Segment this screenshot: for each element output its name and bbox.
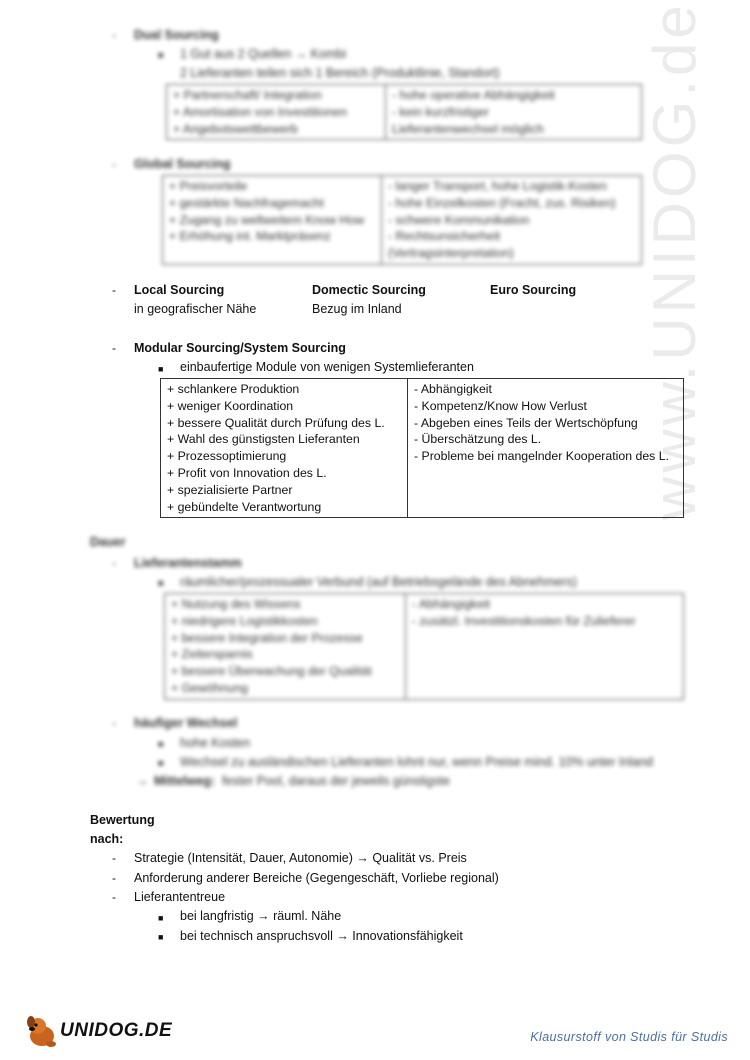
dauer-heading: Dauer <box>90 535 126 549</box>
euro-sourcing-title: Euro Sourcing <box>490 283 577 297</box>
bewertung-item: Lieferantentreue <box>134 890 226 904</box>
dash-marker: - <box>112 890 116 904</box>
modular-bullet-text: einbaufertige Module von wenigen Systemlieferanten <box>180 360 474 374</box>
con-item: - zusätzl. Investitionskosten für Zulieferer <box>412 613 636 628</box>
pro-item: + Profit von Innovation des L. <box>167 465 327 480</box>
con-item: - schwere Kommunikation <box>388 212 530 227</box>
con-item: (Vertragsinterpretation) <box>388 246 514 261</box>
pro-item: + schlankere Produktion <box>167 382 300 396</box>
modular-cons-cell <box>408 379 684 518</box>
bewertung-item: Strategie (Intensität, Dauer, Autonomie) → Qualität vs. Preis <box>134 851 467 865</box>
haeufiger-wechsel-title: häufiger Wechsel <box>134 716 238 730</box>
pro-item: + Prozessoptimierung <box>167 449 287 464</box>
pro-item: + gestärkte Nachfragemacht <box>169 195 324 210</box>
dash-marker: - <box>112 28 116 42</box>
dash-marker: - <box>112 716 116 730</box>
pro-item: + niedrigere Logistikkosten <box>171 613 318 628</box>
dash-marker: - <box>112 851 116 865</box>
mittelweg-label: Mittelweg: <box>154 774 216 788</box>
bullet-marker: ■ <box>158 739 164 749</box>
lieferantenstamm-title: Lieferantenstamm <box>134 556 242 570</box>
dual-sourcing-title: Dual Sourcing <box>134 28 219 42</box>
con-item: - Abhängigkeit <box>412 597 490 611</box>
bullet-marker: ■ <box>158 50 164 60</box>
con-item: - Rechtsunsicherheit <box>388 229 501 244</box>
dash-marker: - <box>112 283 116 297</box>
pro-item: + Zeitersparnis <box>171 647 253 662</box>
global-sourcing-table <box>162 175 642 265</box>
con-item: - hohe operative Abhängigkeit <box>392 88 555 102</box>
bullet-marker: ■ <box>158 758 164 768</box>
logo-text: UNIDOG.DE <box>60 1020 173 1041</box>
dual-cons-cell <box>386 85 642 140</box>
stamm-pros-cell <box>165 594 406 700</box>
arrow-marker: → <box>136 774 149 788</box>
pro-item: + Wahl des günstigsten Lieferanten <box>167 432 360 447</box>
pro-item: + Gewöhnung <box>171 680 248 695</box>
con-item: - langer Transport, hohe Logistik-Kosten <box>388 179 607 193</box>
con-item: - kein kurzfristiger <box>392 104 490 119</box>
unidog-logo <box>24 1014 173 1050</box>
bewertung-item: Anforderung anderer Bereiche (Gegengeschäft, Vorliebe regional) <box>134 871 499 885</box>
dual-line-2: 2 Lieferanten teilen sich 1 Bereich (Produktlinie, Standort) <box>180 66 500 80</box>
dash-marker: - <box>112 871 116 885</box>
pro-item: + weniger Koordination <box>167 398 294 413</box>
global-sourcing-title: Global Sourcing <box>134 157 231 171</box>
pro-item: + bessere Integration der Prozesse <box>171 630 363 645</box>
dog-icon <box>24 1014 64 1050</box>
dash-marker: - <box>112 341 116 355</box>
wechsel-bullet: Wechsel zu ausländischen Lieferanten lohnt nur, wenn Preise mind. 10% unter Inland <box>180 755 653 769</box>
domestic-sourcing-title: Domectic Sourcing <box>312 283 426 297</box>
wechsel-bullet: hohe Kosten <box>180 736 251 750</box>
pro-item: + Amortisation von Investitionen <box>173 104 347 119</box>
bewertung-subitem: bei technisch anspruchsvoll → Innovationsfähigkeit <box>180 929 463 943</box>
global-cons-cell <box>382 176 642 265</box>
con-item: - hohe Einzelkosten (Fracht, zus. Risiken) <box>388 195 616 210</box>
dash-marker: - <box>112 157 116 171</box>
dual-sourcing-table <box>166 84 642 140</box>
dual-line-1: 1 Gut aus 2 Quellen → Kombi <box>180 47 347 61</box>
local-sourcing-desc: in geografischer Nähe <box>134 302 257 316</box>
pro-item: + bessere Qualität durch Prüfung des L. <box>167 415 385 430</box>
bewertung-title: Bewertung <box>90 813 155 827</box>
pro-item: + Preisvorteile <box>169 179 248 193</box>
footer-slogan: Klausurstoff von Studis für Studis <box>530 1030 728 1044</box>
stamm-cons-cell <box>406 594 684 700</box>
domestic-sourcing-desc: Bezug im Inland <box>312 302 402 316</box>
pro-item: + Erhöhung int. Marktpräsenz <box>169 229 331 244</box>
lieferantenstamm-table <box>164 593 684 700</box>
pro-item: + Partnerschaft/ Integration <box>173 88 322 102</box>
watermark: www.UNIDOG.de <box>641 1 708 520</box>
bullet-marker: ■ <box>158 578 164 588</box>
global-pros-cell <box>163 176 382 265</box>
dash-marker: - <box>112 556 116 570</box>
pro-item: + bessere Überwachung der Qualität <box>171 664 372 679</box>
bewertung-nach: nach: <box>90 832 124 846</box>
local-sourcing-title: Local Sourcing <box>134 283 225 297</box>
con-item: - Überschätzung des L. <box>414 432 542 447</box>
con-item: - Kompetenz/Know How Verlust <box>414 398 587 413</box>
con-item: - Probleme bei mangelnder Kooperation des L. <box>414 449 669 464</box>
con-item: - Abhängigkeit <box>414 382 492 396</box>
mittelweg-text: fester Pool, daraus der jeweils günstigste <box>222 774 450 788</box>
bullet-marker: ■ <box>158 913 164 923</box>
lieferantenstamm-bullet: räumlicher/prozessualer Verbund (auf Betriebsgelände des Abnehmers) <box>180 575 577 589</box>
pro-item: + Angebotswettbewerb <box>173 121 298 136</box>
pro-item: + Zugang zu weltweitem Know How <box>169 212 365 227</box>
pro-item: + Nutzung des Wissens <box>171 597 301 611</box>
bullet-marker: ■ <box>158 364 164 374</box>
modular-sourcing-table <box>160 378 684 518</box>
pro-item: + spezialisierte Partner <box>167 482 293 497</box>
con-item: Lieferantenwechsel möglich <box>392 121 544 136</box>
modular-sourcing-title: Modular Sourcing/System Sourcing <box>134 341 346 355</box>
con-item: - Abgeben eines Teils der Wertschöpfung <box>414 415 638 430</box>
bewertung-subitem: bei langfristig → räuml. Nähe <box>180 909 342 923</box>
dual-pros-cell <box>167 85 386 140</box>
pro-item: + gebündelte Verantwortung <box>167 499 322 514</box>
modular-pros-cell <box>161 379 408 518</box>
bullet-marker: ■ <box>158 932 164 942</box>
